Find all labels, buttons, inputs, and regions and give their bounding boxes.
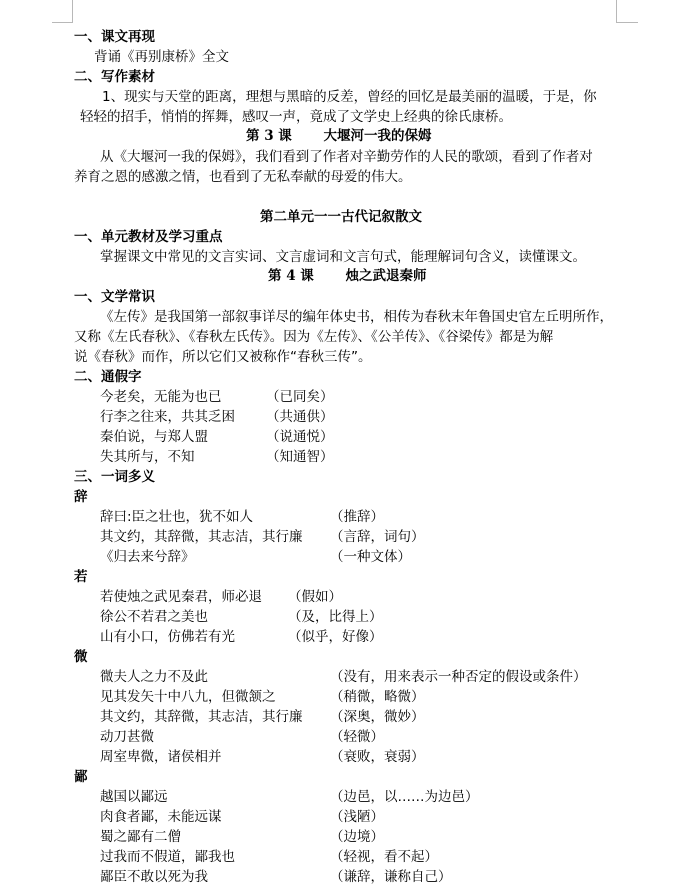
paragraph: 轻轻的招手，悄悄的挥舞，感叹一声，竟成了文学史上经典的徐氏康桥。 bbox=[80, 109, 512, 125]
entry-text: 蜀之鄙有二僧 bbox=[100, 829, 181, 845]
word-heading: 微 bbox=[74, 649, 88, 665]
word-heading: 鄙 bbox=[74, 769, 88, 785]
entry-gloss: （似乎，好像） bbox=[288, 629, 383, 645]
corner-mark-right-v bbox=[616, 0, 617, 22]
entry-gloss: （轻视，看不起） bbox=[330, 849, 438, 865]
paragraph: 从《大堰河一我的保姆》，我们看到了作者对辛勤劳作的人民的歌颂，看到了作者对 bbox=[100, 149, 593, 165]
entry-gloss: （深奥，微妙） bbox=[330, 709, 425, 725]
entry-gloss: （轻微） bbox=[330, 729, 384, 745]
entry-text: 辞曰:臣之壮也，犹不如人 bbox=[100, 509, 254, 525]
unit-title: 第二单元一一古代记叙散文 bbox=[260, 209, 422, 225]
lesson-title: 第 4 课 烛之武退秦师 bbox=[268, 268, 427, 284]
paragraph: 又称《左氏春秋》、《春秋左氏传》。因为《左传》、《公羊传》、《谷梁传》都是为解 bbox=[74, 329, 554, 345]
entry-gloss: （共通供） bbox=[266, 409, 334, 425]
word-heading: 若 bbox=[74, 569, 88, 585]
entry-gloss: （谦辞，谦称自己） bbox=[330, 869, 452, 885]
section-heading: 二、写作素材 bbox=[74, 69, 155, 85]
entry-gloss: （知通智） bbox=[266, 449, 334, 465]
entry-gloss: （假如） bbox=[288, 589, 342, 605]
entry-gloss: （及，比得上） bbox=[288, 609, 383, 625]
entry-gloss: （说通悦） bbox=[266, 429, 334, 445]
entry-gloss: （浅陋） bbox=[330, 809, 384, 825]
lesson-title: 第 3 课 大堰河一我的保姆 bbox=[246, 128, 432, 144]
paragraph: 1、现实与天堂的距离，理想与黑暗的反差，曾经的回忆是最美丽的温暖，于是，你 bbox=[102, 89, 597, 105]
entry-text: 见其发矢十中八九，但微颔之 bbox=[100, 689, 276, 705]
section-heading: 二、通假字 bbox=[74, 369, 142, 385]
entry-gloss: （推辞） bbox=[330, 509, 384, 525]
word-heading: 辞 bbox=[74, 489, 88, 505]
entry-gloss: （一种文体） bbox=[330, 549, 411, 565]
entry-text: 其文约，其辞微，其志洁，其行廉 bbox=[100, 529, 303, 545]
entry-text: 若使烛之武见秦君，师必退 bbox=[100, 589, 262, 605]
entry-gloss: （已同矣） bbox=[266, 389, 334, 405]
section-heading: 一、单元教材及学习重点 bbox=[74, 229, 223, 245]
corner-mark-right-h bbox=[616, 22, 638, 23]
entry-text: 微夫人之力不及此 bbox=[100, 669, 208, 685]
entry-gloss: （衰败，衰弱） bbox=[330, 749, 425, 765]
entry-text: 肉食者鄙，未能远谋 bbox=[100, 809, 222, 825]
paragraph: 说《春秋》而作，所以它们又被称作“春秋三传”。 bbox=[74, 349, 372, 365]
entry-text: 过我而不假道，鄙我也 bbox=[100, 849, 235, 865]
paragraph: 背诵《再别康桥》全文 bbox=[94, 49, 229, 65]
entry-text: 行李之往来，共其乏困 bbox=[100, 409, 235, 425]
entry-gloss: （没有，用来表示一种否定的假设或条件） bbox=[330, 669, 587, 685]
entry-text: 徐公不若君之美也 bbox=[100, 609, 208, 625]
entry-gloss: （边邑，以……为边邑） bbox=[330, 789, 479, 805]
entry-text: 山有小口，仿佛若有光 bbox=[100, 629, 235, 645]
paragraph: 《左传》是我国第一部叙事详尽的编年体史书，相传为春秋末年鲁国史官左丘明所作， bbox=[100, 309, 613, 325]
entry-text: 越国以鄙远 bbox=[100, 789, 168, 805]
entry-text: 失其所与，不知 bbox=[100, 449, 195, 465]
entry-gloss: （言辞，词句） bbox=[330, 529, 425, 545]
entry-text: 《归去来兮辞》 bbox=[100, 549, 195, 565]
corner-mark-left-v bbox=[72, 0, 73, 22]
section-heading: 三、一词多义 bbox=[74, 469, 155, 485]
section-heading: 一、文学常识 bbox=[74, 289, 155, 305]
entry-text: 鄙臣不敢以死为我 bbox=[100, 869, 208, 885]
paragraph: 养育之恩的感激之情，也看到了无私奉献的母爱的伟大。 bbox=[74, 169, 412, 185]
entry-text: 周室卑微，诸侯相并 bbox=[100, 749, 222, 765]
paragraph: 掌握课文中常见的文言实词、文言虚词和文言句式，能理解词句含义，读懂课文。 bbox=[100, 249, 586, 265]
entry-text: 秦伯说，与郑人盟 bbox=[100, 429, 208, 445]
entry-text: 其文约，其辞微，其志洁，其行廉 bbox=[100, 709, 303, 725]
entry-text: 今老矣，无能为也已 bbox=[100, 389, 222, 405]
entry-text: 动刀甚微 bbox=[100, 729, 154, 745]
entry-gloss: （边境） bbox=[330, 829, 384, 845]
corner-mark-left-h bbox=[52, 22, 73, 23]
section-heading: 一、课文再现 bbox=[74, 29, 155, 45]
entry-gloss: （稍微，略微） bbox=[330, 689, 425, 705]
